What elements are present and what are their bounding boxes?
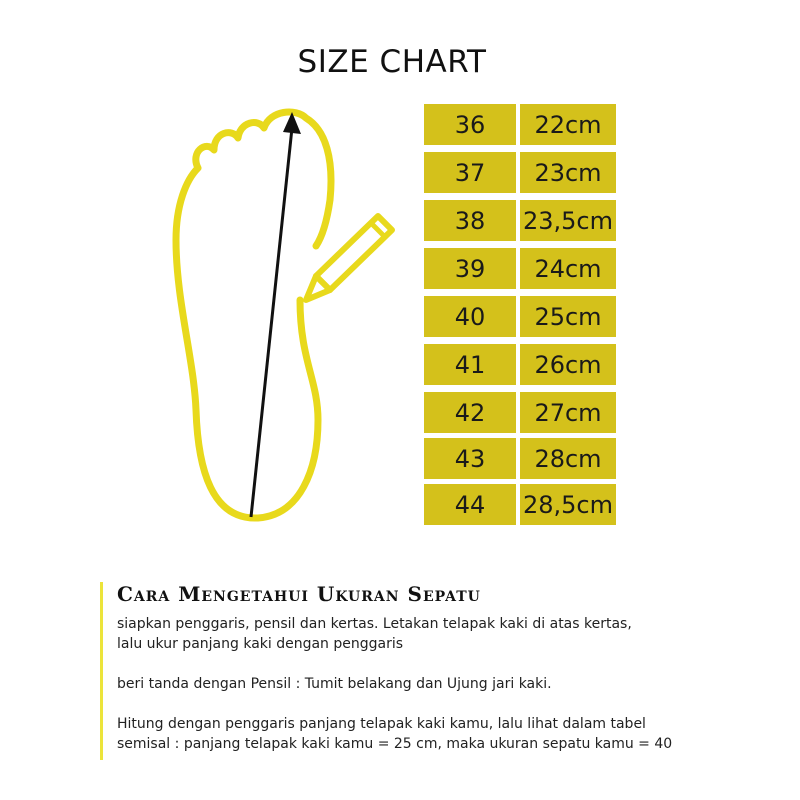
size-row — [424, 152, 616, 193]
length-cell: 23,5cm — [520, 200, 616, 241]
size-row — [424, 200, 616, 241]
size-row — [424, 248, 616, 289]
howto-title: Cara Mengetahui Ukuran Sepatu — [117, 582, 481, 606]
howto-text: Hitung dengan penggaris panjang telapak kaki kamu, lalu lihat dalam tabel — [117, 716, 646, 732]
howto-text: semisal : panjang telapak kaki kamu = 25 cm, maka ukuran sepatu kamu = 40 — [117, 736, 673, 752]
howto-text: siapkan penggaris, pensil dan kertas. Letakan telapak kaki di atas kertas, — [117, 616, 632, 632]
howto-text: beri tanda dengan Pensil : Tumit belakang dan Ujung jari kaki. — [117, 676, 552, 692]
length-cell: 23cm — [520, 152, 616, 193]
size-row — [424, 484, 616, 525]
foot-outline-icon — [160, 100, 420, 530]
length-cell: 28cm — [520, 438, 616, 479]
page-title: SIZE CHART — [297, 44, 487, 80]
length-cell: 22cm — [520, 104, 616, 145]
size-cell: 36 — [424, 104, 516, 145]
length-cell: 25cm — [520, 296, 616, 337]
size-cell: 41 — [424, 344, 516, 385]
length-cell: 28,5cm — [520, 484, 616, 525]
size-cell: 39 — [424, 248, 516, 289]
length-cell: 26cm — [520, 344, 616, 385]
pencil-icon — [306, 216, 392, 300]
size-cell: 38 — [424, 200, 516, 241]
size-cell: 37 — [424, 152, 516, 193]
size-row — [424, 438, 616, 479]
howto-text: lalu ukur panjang kaki dengan penggaris — [117, 636, 404, 652]
howto-section — [100, 582, 720, 760]
size-row — [424, 296, 616, 337]
size-row — [424, 392, 616, 433]
size-cell: 40 — [424, 296, 516, 337]
size-row — [424, 344, 616, 385]
size-cell: 44 — [424, 484, 516, 525]
length-cell: 27cm — [520, 392, 616, 433]
length-cell: 24cm — [520, 248, 616, 289]
measure-arrow-icon — [251, 128, 292, 517]
size-row — [424, 104, 616, 145]
size-cell: 43 — [424, 438, 516, 479]
size-cell: 42 — [424, 392, 516, 433]
